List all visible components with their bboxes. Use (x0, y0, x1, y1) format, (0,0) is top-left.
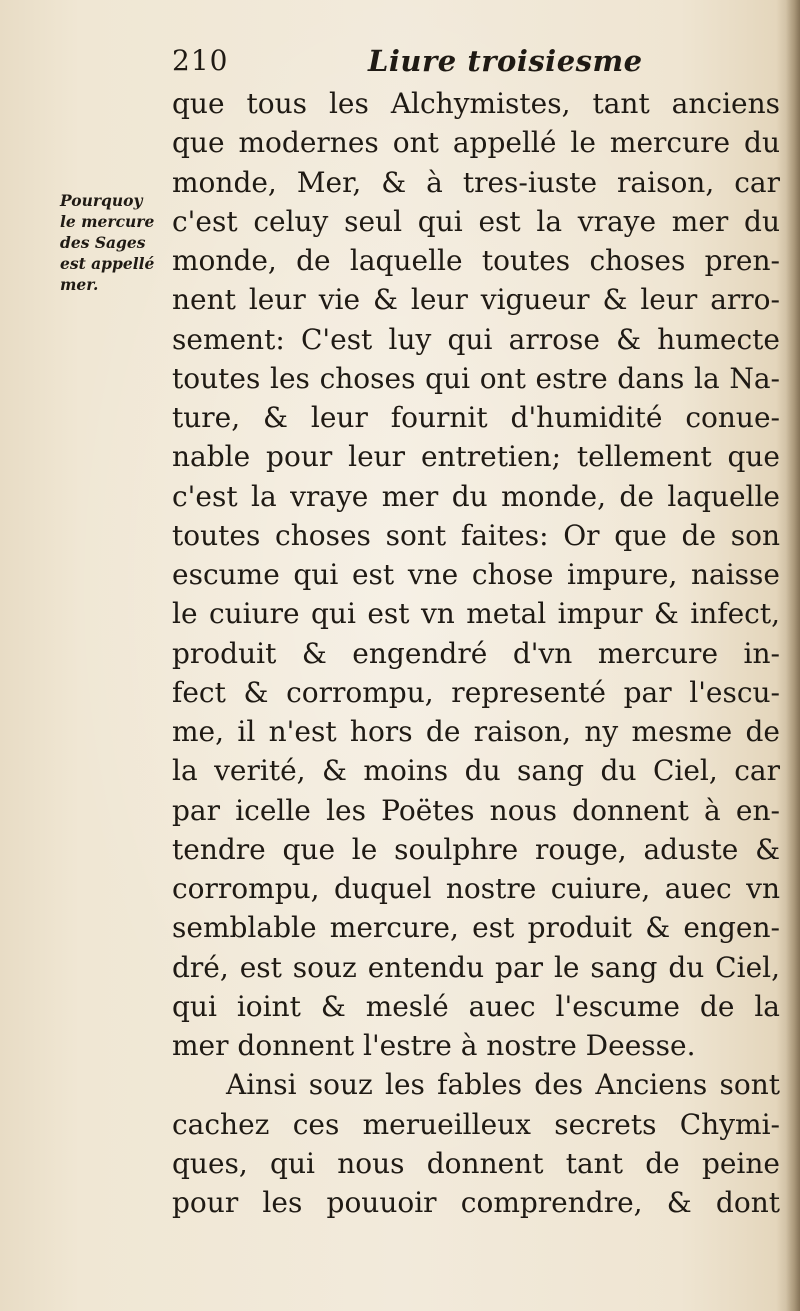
margin-note-line: mer. (60, 275, 99, 294)
text-line: toutes les choses qui ont estre dans la Na- (172, 361, 780, 395)
page-edge-shadow (786, 0, 800, 1311)
text-line: ture, & leur fournit d'humidité conue- (172, 401, 780, 434)
text-line: le cuiure qui est vn metal impur & infect, (172, 597, 780, 631)
text-line: c'est la vraye mer du monde, de laquelle (172, 479, 780, 513)
running-title: Liure troisiesme (368, 44, 643, 78)
text-line: Ainsi souz les fables des Anciens sont (226, 1068, 780, 1102)
text-line: la verité, & moins du sang du Ciel, car (172, 754, 780, 788)
text-line: cachez ces merueilleux secrets Chymi- (172, 1107, 780, 1141)
text-line: me, il n'est hors de raison, ny mesme de (172, 715, 780, 748)
margin-note-line: des Sages (60, 233, 146, 252)
text-line: pour les pouuoir comprendre, & dont (172, 1186, 780, 1219)
text-line: toutes choses sont faites: Or que de son (172, 518, 780, 552)
text-line: monde, Mer, & à tres-iuste raison, car (172, 165, 780, 199)
text-line: escume qui est vne chose impure, naisse (172, 558, 780, 591)
text-line: ques, qui nous donnent tant de peine (172, 1146, 780, 1180)
text-line: qui ioint & meslé auec l'escume de la (172, 989, 780, 1023)
text-line: corrompu, duquel nostre cuiure, auec vn (172, 872, 780, 905)
text-line: dré, est souz entendu par le sang du Ciel, (172, 950, 780, 984)
margin-note-line: le mercure (60, 212, 155, 231)
text-line: produit & engendré d'vn mercure in- (172, 636, 780, 670)
text-line: tendre que le soulphre rouge, aduste & (172, 832, 780, 866)
text-line: c'est celuy seul qui est la vraye mer du (172, 204, 780, 238)
text-line: monde, de laquelle toutes choses pren- (172, 244, 780, 277)
body-text (172, 84, 780, 1222)
margin-note-line: est appellé (60, 254, 155, 273)
text-line: nable pour leur entretien; tellement que (172, 440, 780, 474)
text-line: par icelle les Poëtes nous donnent à en- (172, 793, 780, 827)
page-number: 210 (172, 44, 229, 77)
text-line: semblable mercure, est produit & engen- (172, 911, 780, 945)
text-line: nent leur vie & leur vigueur & leur arro- (172, 283, 780, 317)
text-line: mer donnent l'estre à nostre Deesse. (172, 1029, 696, 1062)
margin-note (60, 190, 164, 295)
text-line: fect & corrompu, representé par l'escu- (172, 675, 780, 709)
text-line: que modernes ont appellé le mercure du (172, 126, 780, 160)
text-line: sement: C'est luy qui arrose & humecte (172, 322, 780, 356)
margin-note-line: Pourquoy (60, 191, 143, 210)
text-line: que tous les Alchymistes, tant anciens (172, 87, 780, 120)
page-header (172, 44, 772, 84)
